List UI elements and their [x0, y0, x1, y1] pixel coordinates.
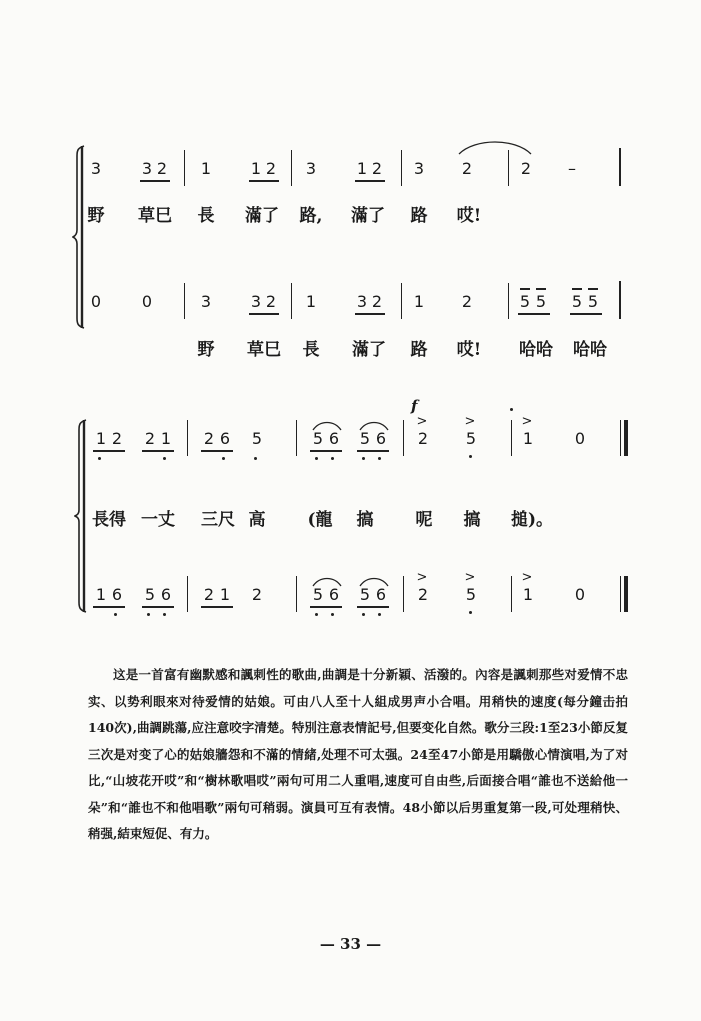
description-paragraph: 这是一首富有幽默感和諷刺性的歌曲,曲調是十分新穎、活潑的。內容是諷刺那些对爱情不忠实、以势利眼來对待爱情的姑娘。可由八人至十人組成男声小合唱。用稍快的速度(每分鐘击拍140次),曲調跳蕩,应注意咬字清楚。特別注意表情記号,但要变化自然。歌分三段:1至23小節反复三次是对变了心的姑娘牆怨和不滿的情緒,处理不可太强。24至47小節是用驕傲心情演唱,为了对比,“山坡花开哎”和“樹林歌唱哎”兩句可用二人重唱,速度可自由些,后面接合唱“誰也不送給他一朵”和“誰也不和他唱歌”兩句可稍弱。演員可互有表情。48小節以后男重复第一段,可处理稍快、稍强,結束短促、有力。: [88, 667, 628, 841]
note: 3: [141, 159, 153, 178]
accent-mark: >: [416, 414, 428, 429]
barline: [508, 283, 509, 319]
barline: [187, 576, 188, 612]
note: 5: [465, 429, 477, 448]
lyric: 草巳: [247, 340, 281, 360]
note: 1: [305, 292, 317, 311]
note: 6: [375, 429, 387, 448]
note: 5: [465, 585, 477, 604]
note: 2: [265, 159, 277, 178]
low-octave-dot: [98, 457, 101, 460]
system-brace: [74, 418, 90, 614]
low-octave-dot: [362, 613, 365, 616]
note: 1: [250, 159, 262, 178]
low-octave-dot: [331, 457, 334, 460]
note: 1: [219, 585, 231, 604]
note: 3: [200, 292, 212, 311]
eighth-underline: [142, 606, 174, 608]
lyric: 滿了: [351, 206, 385, 226]
barline: [619, 148, 621, 186]
barline: [511, 576, 512, 612]
lyric: 長: [197, 206, 215, 226]
lyric: 滿了: [352, 340, 386, 360]
note: 5: [251, 429, 263, 448]
accent-mark: >: [521, 570, 533, 585]
eighth-underline: [201, 606, 233, 608]
note: 0: [574, 429, 586, 448]
note: 3: [305, 159, 317, 178]
note: 1: [413, 292, 425, 311]
note: 1: [522, 429, 534, 448]
note: 2: [111, 429, 123, 448]
slur: [357, 418, 391, 432]
note: 2: [371, 159, 383, 178]
accent-mark: >: [416, 570, 428, 585]
note: 0: [574, 585, 586, 604]
note: 2: [371, 292, 383, 311]
note: 3: [90, 159, 102, 178]
lyric: 路: [410, 340, 428, 360]
eighth-underline: [201, 450, 233, 452]
dynamic-forte: f: [411, 397, 418, 415]
lyric: 呢: [415, 510, 433, 530]
lyric: 路,: [299, 206, 323, 226]
lyric: 高: [248, 510, 266, 530]
eighth-underline: [249, 180, 279, 182]
low-octave-dot: [147, 613, 150, 616]
slur: [310, 418, 344, 432]
accent-mark: >: [464, 570, 476, 585]
lyric: 搥)。: [511, 510, 554, 530]
note: 6: [111, 585, 123, 604]
eighth-underline: [310, 450, 342, 452]
barline: [619, 281, 621, 319]
note: 2: [461, 292, 473, 311]
eighth-underline: [140, 180, 170, 182]
barline: [296, 420, 297, 456]
note: 0: [90, 292, 102, 311]
eighth-underline: [357, 606, 389, 608]
slur: [310, 574, 344, 588]
dash-mark: [520, 288, 530, 290]
eighth-underline: [357, 450, 389, 452]
note: 2: [251, 585, 263, 604]
note: 2: [203, 429, 215, 448]
note: 2: [144, 429, 156, 448]
eighth-underline: [249, 313, 279, 315]
barline: [401, 150, 402, 186]
note: 3: [413, 159, 425, 178]
note: 5: [312, 585, 324, 604]
eighth-underline: [570, 313, 602, 315]
barline: [291, 283, 292, 319]
note: 6: [328, 585, 340, 604]
barline: [187, 420, 188, 456]
note: 5: [535, 292, 547, 311]
accent-mark: >: [464, 414, 476, 429]
eighth-underline: [355, 313, 385, 315]
final-barline-thin: [620, 420, 621, 456]
note: 1: [95, 429, 107, 448]
lyric: 路: [410, 206, 428, 226]
note: 2: [520, 159, 532, 178]
barline: [511, 420, 512, 456]
barline: [508, 150, 509, 186]
note: 2: [203, 585, 215, 604]
note: 2: [461, 159, 473, 178]
barline: [403, 420, 404, 456]
note: 2: [265, 292, 277, 311]
barline: [401, 283, 402, 319]
note: 3: [250, 292, 262, 311]
accent-mark: >: [521, 414, 533, 429]
low-octave-dot: [163, 613, 166, 616]
lyric: 哎!: [456, 206, 482, 226]
note: 6: [160, 585, 172, 604]
dash-mark: [588, 288, 598, 290]
note: 3: [356, 292, 368, 311]
note: 2: [417, 429, 429, 448]
lyric: 草巳: [138, 206, 172, 226]
lyric: 哎!: [456, 340, 482, 360]
lyric: (龍: [307, 510, 333, 530]
eighth-underline: [355, 180, 385, 182]
eighth-underline: [142, 450, 174, 452]
dash-mark: [572, 288, 582, 290]
final-barline-thick: [624, 420, 628, 456]
lyric: 長: [302, 340, 320, 360]
note: 0: [141, 292, 153, 311]
low-octave-dot: [315, 457, 318, 460]
note: 5: [359, 429, 371, 448]
note: 1: [95, 585, 107, 604]
lyric: 搞: [356, 510, 374, 530]
lyric: 哈哈: [519, 340, 553, 360]
eighth-underline: [93, 450, 125, 452]
eighth-underline: [310, 606, 342, 608]
low-octave-dot: [378, 613, 381, 616]
final-barline-thin: [620, 576, 621, 612]
low-octave-dot: [163, 457, 166, 460]
song-description: [88, 662, 628, 848]
page-number: — 33 —: [319, 935, 382, 953]
low-octave-dot: [222, 457, 225, 460]
dash-note: –: [568, 159, 576, 178]
dash-mark: [536, 288, 546, 290]
lyric: 滿了: [245, 206, 279, 226]
barline: [403, 576, 404, 612]
barline: [184, 150, 185, 186]
note: 2: [156, 159, 168, 178]
low-octave-dot: [315, 613, 318, 616]
final-barline-thick: [624, 576, 628, 612]
note: 6: [328, 429, 340, 448]
fermata-dot: [510, 408, 513, 411]
low-octave-dot: [362, 457, 365, 460]
eighth-underline: [93, 606, 125, 608]
eighth-underline: [518, 313, 550, 315]
note: 2: [417, 585, 429, 604]
barline: [291, 150, 292, 186]
note: 6: [375, 585, 387, 604]
note: 6: [219, 429, 231, 448]
low-octave-dot: [469, 455, 472, 458]
note: 5: [571, 292, 583, 311]
lyric: 野: [87, 206, 105, 226]
note: 5: [519, 292, 531, 311]
low-octave-dot: [331, 613, 334, 616]
note: 5: [144, 585, 156, 604]
low-octave-dot: [114, 613, 117, 616]
note: 5: [312, 429, 324, 448]
note: 1: [356, 159, 368, 178]
low-octave-dot: [469, 611, 472, 614]
slur: [357, 574, 391, 588]
low-octave-dot: [254, 457, 257, 460]
tie-slur: [455, 136, 535, 156]
lyric: 一丈: [141, 510, 175, 530]
barline: [184, 283, 185, 319]
lyric: 哈哈: [573, 340, 607, 360]
note: 1: [160, 429, 172, 448]
note: 1: [522, 585, 534, 604]
lyric: 長得: [92, 510, 126, 530]
note: 1: [200, 159, 212, 178]
lyric: 搞: [463, 510, 481, 530]
low-octave-dot: [378, 457, 381, 460]
lyric: 三尺: [201, 510, 235, 530]
barline: [296, 576, 297, 612]
note: 5: [587, 292, 599, 311]
lyric: 野: [197, 340, 215, 360]
note: 5: [359, 585, 371, 604]
